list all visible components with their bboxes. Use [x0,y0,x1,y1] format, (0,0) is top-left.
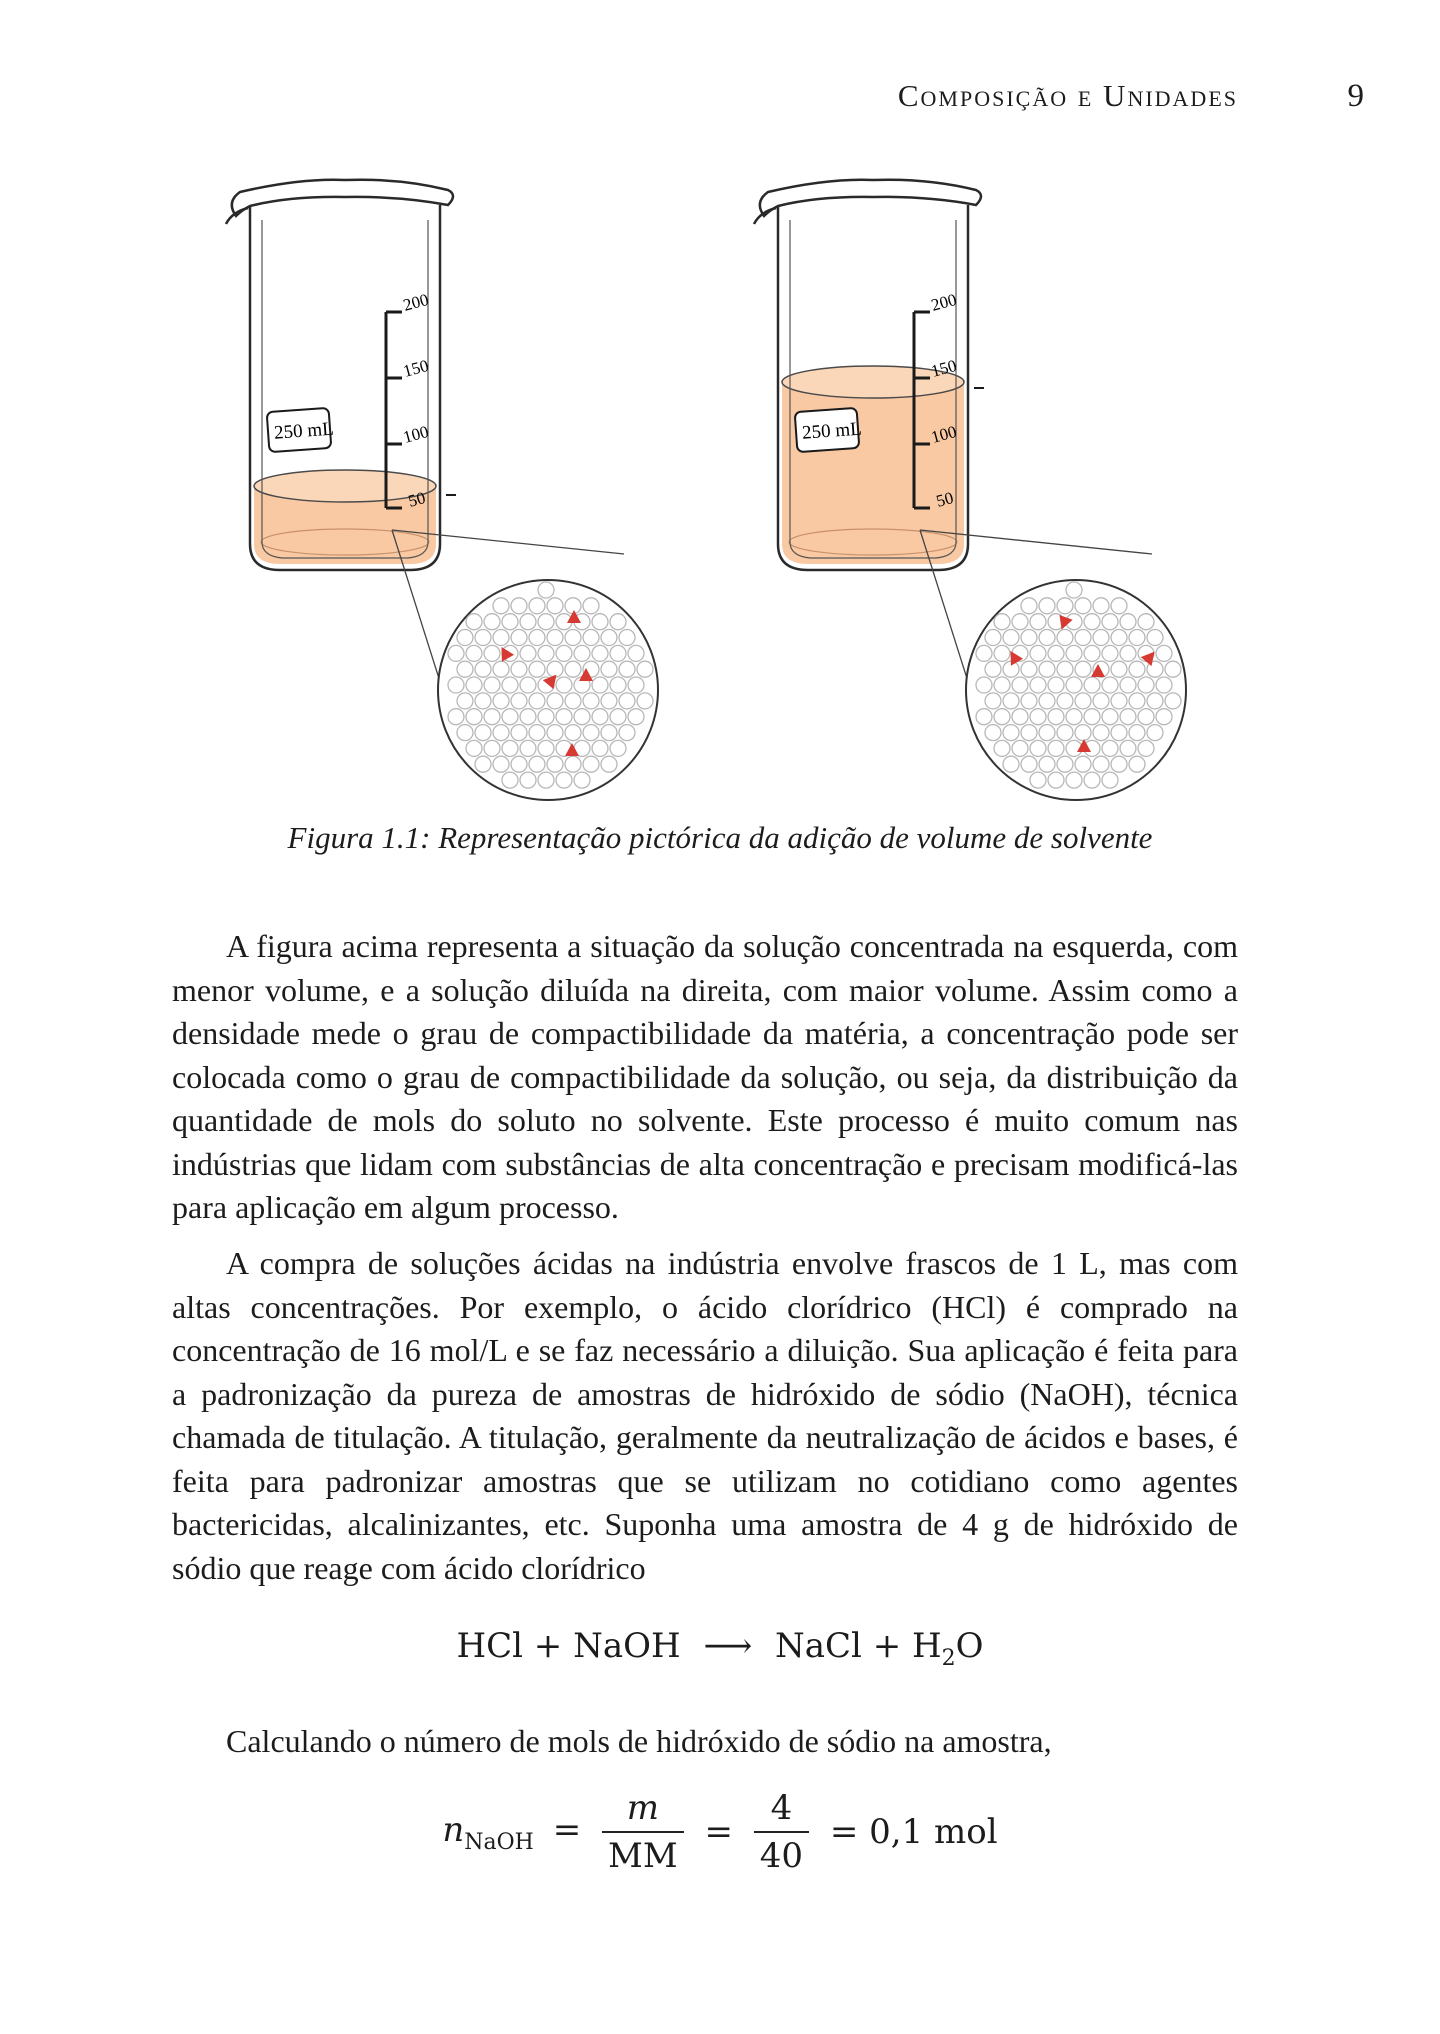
solvent-molecule [1039,598,1055,614]
solvent-molecule [1075,661,1091,677]
solvent-molecule [493,693,509,709]
solvent-molecule [583,630,599,646]
solvent-molecule [1039,630,1055,646]
solvent-molecule [511,630,527,646]
solvent-molecule [466,709,482,725]
solvent-molecule [1147,693,1163,709]
solvent-molecule [1129,725,1145,741]
solvent-molecule [1012,740,1028,756]
solvent-molecule [565,630,581,646]
solvent-molecule [556,677,572,693]
solvent-molecule [994,740,1010,756]
solvent-molecule [475,630,491,646]
solvent-molecule [511,756,527,772]
solvent-molecule [1057,693,1073,709]
solvent-molecule [529,661,545,677]
solvent-molecule [1111,661,1127,677]
solvent-molecule [502,709,518,725]
solvent-molecule [529,756,545,772]
solvent-molecule [976,677,992,693]
solvent-molecule [583,693,599,709]
solvent-molecule [1129,756,1145,772]
solvent-molecule [1075,725,1091,741]
solvent-molecule [520,772,536,788]
right-zoom-circle [966,580,1186,800]
solvent-molecule [1057,598,1073,614]
solvent-molecule [466,677,482,693]
solvent-molecule [994,677,1010,693]
solvent-molecule [547,756,563,772]
solvent-molecule [520,677,536,693]
solvent-molecule [529,598,545,614]
solvent-molecule [538,772,554,788]
solvent-molecule [457,661,473,677]
solvent-molecule [538,614,554,630]
solvent-molecule [1039,693,1055,709]
solvent-molecule [1021,630,1037,646]
reaction-rhs-end: O [955,1626,984,1666]
solvent-molecule [1084,677,1100,693]
solvent-molecule [637,661,653,677]
solvent-molecule [1075,630,1091,646]
solvent-molecule [565,661,581,677]
reaction-equation [0,1626,1440,1671]
numeric-fraction [754,1785,809,1879]
solvent-molecule [1048,677,1064,693]
paragraph-3: Calculando o número de mols de hidróxido de sódio na amostra, [226,1723,1052,1759]
solvent-molecule [610,645,626,661]
solvent-molecule [610,709,626,725]
solvent-molecule [565,725,581,741]
solvent-molecule [583,598,599,614]
solvent-molecule [547,598,563,614]
frac1-denominator: MM [608,1836,678,1876]
solvent-molecule [556,772,572,788]
left-tick-150: 150 [401,355,431,381]
solvent-molecule [502,772,518,788]
solvent-molecule [1084,772,1100,788]
reaction-rhs-subscript: 2 [941,1645,956,1671]
solvent-molecule [601,756,617,772]
solvent-molecule [1048,772,1064,788]
solvent-molecule [484,740,500,756]
solvent-molecule [1093,598,1109,614]
solvent-molecule [985,630,1001,646]
solvent-molecule [1048,645,1064,661]
solvent-molecule [1120,614,1136,630]
right-tick-200: 200 [929,289,959,315]
frac2-numerator: 4 [754,1785,809,1833]
solvent-molecule [601,725,617,741]
solvent-molecule [1129,630,1145,646]
solvent-molecule [466,614,482,630]
solvent-molecule [538,740,554,756]
solvent-molecule [1021,661,1037,677]
solvent-molecule [1021,598,1037,614]
solvent-molecule [529,693,545,709]
solvent-molecule [556,709,572,725]
solvent-molecule [601,693,617,709]
right-tick-50: 50 [934,488,956,511]
moles-equation [0,1785,1440,1895]
solvent-molecule [1102,645,1118,661]
solvent-molecule [484,645,500,661]
right-volume-label-text: 250 mL [801,418,863,444]
solvent-molecule [475,661,491,677]
left-volume-label-text: 250 mL [273,418,335,444]
solvent-molecule [475,725,491,741]
solvent-molecule [1120,677,1136,693]
solvent-molecule [484,614,500,630]
solvent-molecule [448,677,464,693]
reaction-lhs: HCl + NaOH [456,1626,681,1666]
solvent-molecule [1012,614,1028,630]
solvent-molecule [574,772,590,788]
solvent-molecule [565,598,581,614]
right-tick-100: 100 [929,421,959,447]
solvent-molecule [1111,630,1127,646]
solvent-molecule [538,582,554,598]
solvent-molecule [601,661,617,677]
solvent-molecule [637,693,653,709]
solvent-molecule [448,645,464,661]
solvent-molecule [1066,709,1082,725]
solvent-molecule [1048,709,1064,725]
solvent-molecule [538,645,554,661]
solvent-molecule [1129,693,1145,709]
solvent-molecule [547,630,563,646]
frac2-denominator: 40 [759,1836,804,1876]
solvent-molecule [610,740,626,756]
solvent-molecule [592,645,608,661]
solvent-molecule [1165,693,1181,709]
solvent-molecule [1111,598,1127,614]
solvent-molecule [976,709,992,725]
left-zoom-circle [438,580,658,800]
solvent-molecule [1039,756,1055,772]
solvent-molecule [556,645,572,661]
solvent-molecule [985,725,1001,741]
page-number: 9 [1347,78,1364,114]
left-tick-100: 100 [401,421,431,447]
solvent-molecule [994,645,1010,661]
solvent-molecule [994,709,1010,725]
solvent-molecule [448,709,464,725]
solvent-molecule [502,677,518,693]
solvent-molecule [1111,725,1127,741]
solvent-molecule [1066,677,1082,693]
solvent-molecule [1120,709,1136,725]
running-head [0,78,1440,118]
solvent-molecule [484,677,500,693]
solvent-molecule [1111,693,1127,709]
solvent-molecule [574,645,590,661]
solvent-molecule [1030,772,1046,788]
solvent-molecule [1102,677,1118,693]
solvent-molecule [493,630,509,646]
solvent-molecule [538,709,554,725]
solvent-molecule [985,661,1001,677]
solvent-molecule [592,709,608,725]
solvent-molecule [1066,772,1082,788]
solvent-molecule [1003,725,1019,741]
solvent-molecule [457,693,473,709]
solvent-molecule [547,725,563,741]
solvent-molecule [1138,677,1154,693]
solvent-molecule [1165,661,1181,677]
solvent-molecule [511,693,527,709]
solvent-molecule [565,693,581,709]
solvent-molecule [493,725,509,741]
solvent-molecule [466,645,482,661]
solvent-molecule [520,709,536,725]
solvent-molecule [511,598,527,614]
moles-equals-2: = [704,1812,733,1852]
solvent-molecule [1138,709,1154,725]
solvent-molecule [547,693,563,709]
solvent-molecule [1039,661,1055,677]
solvent-molecule [1075,756,1091,772]
figure-caption: Figura 1.1: Representação pictórica da adição de volume de solvente [287,820,1153,855]
solvent-molecule [484,709,500,725]
solvent-molecule [1102,740,1118,756]
solvent-molecule [1057,630,1073,646]
solvent-molecule [583,756,599,772]
solvent-molecule [1075,693,1091,709]
solvent-molecule [1147,725,1163,741]
solvent-molecule [511,725,527,741]
solvent-molecule [502,740,518,756]
solvent-molecule [520,614,536,630]
solvent-molecule [583,725,599,741]
solvent-molecule [1084,645,1100,661]
solvent-molecule [1021,693,1037,709]
left-tick-50: 50 [406,488,428,511]
mass-over-molar-mass [602,1785,684,1879]
solvent-molecule [1111,756,1127,772]
moles-equals: = [552,1809,582,1850]
solvent-molecule [1003,630,1019,646]
solvent-molecule [601,630,617,646]
solvent-molecule [493,661,509,677]
solvent-molecule [529,725,545,741]
solvent-molecule [1057,661,1073,677]
solvent-molecule [1156,645,1172,661]
solvent-molecule [520,645,536,661]
solvent-molecule [1030,645,1046,661]
solvent-molecule [610,614,626,630]
solvent-molecule [1084,614,1100,630]
solvent-molecule [592,677,608,693]
solvent-molecule [547,661,563,677]
solvent-molecule [1147,630,1163,646]
solvent-molecule [1093,693,1109,709]
solvent-molecule [574,709,590,725]
figure-beakers [0,150,1440,810]
solvent-molecule [529,630,545,646]
solvent-molecule [1066,645,1082,661]
solvent-molecule [1102,772,1118,788]
solvent-molecule [1093,725,1109,741]
solvent-molecule [1039,725,1055,741]
solvent-molecule [1030,677,1046,693]
solvent-molecule [1102,709,1118,725]
solvent-molecule [619,725,635,741]
solvent-molecule [1057,725,1073,741]
solvent-molecule [1030,614,1046,630]
solvent-molecule [985,693,1001,709]
solvent-molecule [475,693,491,709]
solvent-molecule [1120,645,1136,661]
solvent-molecule [1003,756,1019,772]
solvent-molecule [1030,740,1046,756]
solvent-molecule [610,677,626,693]
paragraph-1: A figura acima representa a situação da solução concentrada na esquerda, com menor volume, e a solução diluída na direita, com maior volume. Assim como a densidade mede o grau de compactibilidade da matéria, a concentração pode ser colocada como o grau de compactibilidade da solução, ou seja, da distribuição da quantidade de mols do soluto no solvente. Este processo é muito comum nas indústrias que lidam com substâncias de alta concentração e precisam modificá-las para aplicação em algum processo. [172,928,1238,1225]
solvent-molecule [619,630,635,646]
solvent-molecule [457,725,473,741]
solvent-molecule [511,661,527,677]
reaction-arrow: ⟶ [703,1626,753,1666]
solvent-molecule [976,645,992,661]
solvent-molecule [628,645,644,661]
solvent-molecule [1066,582,1082,598]
frac1-numerator: m [602,1785,684,1833]
solvent-molecule [619,661,635,677]
solvent-molecule [1012,677,1028,693]
solvent-molecule [1093,756,1109,772]
solvent-molecule [1021,756,1037,772]
running-title: Composição e Unidades [897,78,1238,113]
moles-variable: n [442,1809,465,1850]
solvent-molecule [1129,661,1145,677]
solvent-molecule [457,630,473,646]
solvent-molecule [565,756,581,772]
solvent-molecule [493,756,509,772]
solvent-molecule [628,677,644,693]
solvent-molecule [466,740,482,756]
solvent-molecule [475,756,491,772]
solvent-molecule [592,740,608,756]
right-beaker-liquid [782,382,964,564]
solvent-molecule [1093,630,1109,646]
solvent-molecule [1048,740,1064,756]
solvent-molecule [1030,709,1046,725]
left-tick-200: 200 [401,289,431,315]
solvent-molecule [1057,756,1073,772]
solvent-molecule [1102,614,1118,630]
solvent-molecule [493,598,509,614]
moles-result: = 0,1 mol [829,1812,998,1852]
solvent-molecule [1021,725,1037,741]
solvent-molecule [592,614,608,630]
solvent-molecule [1084,709,1100,725]
solvent-molecule [1156,709,1172,725]
solvent-molecule [994,614,1010,630]
solvent-molecule [502,614,518,630]
reaction-rhs: NaCl + H [775,1626,942,1666]
solvent-molecule [1012,709,1028,725]
solvent-molecule [1138,614,1154,630]
solvent-molecule [628,709,644,725]
moles-variable-subscript: NaOH [464,1829,534,1855]
solvent-molecule [1120,740,1136,756]
solvent-molecule [619,693,635,709]
solvent-molecule [1156,677,1172,693]
solvent-molecule [520,740,536,756]
right-tick-150: 150 [929,355,959,381]
paragraph-2: A compra de soluções ácidas na indústria envolve frascos de 1 L, mas com altas concentrações. Por exemplo, o ácido clorídrico (HCl) é comprado na concentração de 16 mol/L e se faz necessário a diluição. Sua aplicação é feita para a padronização da pureza de amostras de hidróxido de sódio (NaOH), técnica chamada de titulação. A titulação, geralmente da neutralização de ácidos e bases, é feita para padronizar amostras que se utilizam no cotidiano como agentes bactericidas, alcalinizantes, etc. Suponha uma amostra de 4 g de hidróxido de sódio que reage com ácido clorídrico [172,1245,1238,1586]
solvent-molecule [1003,693,1019,709]
solvent-molecule [1075,598,1091,614]
solvent-molecule [1138,740,1154,756]
